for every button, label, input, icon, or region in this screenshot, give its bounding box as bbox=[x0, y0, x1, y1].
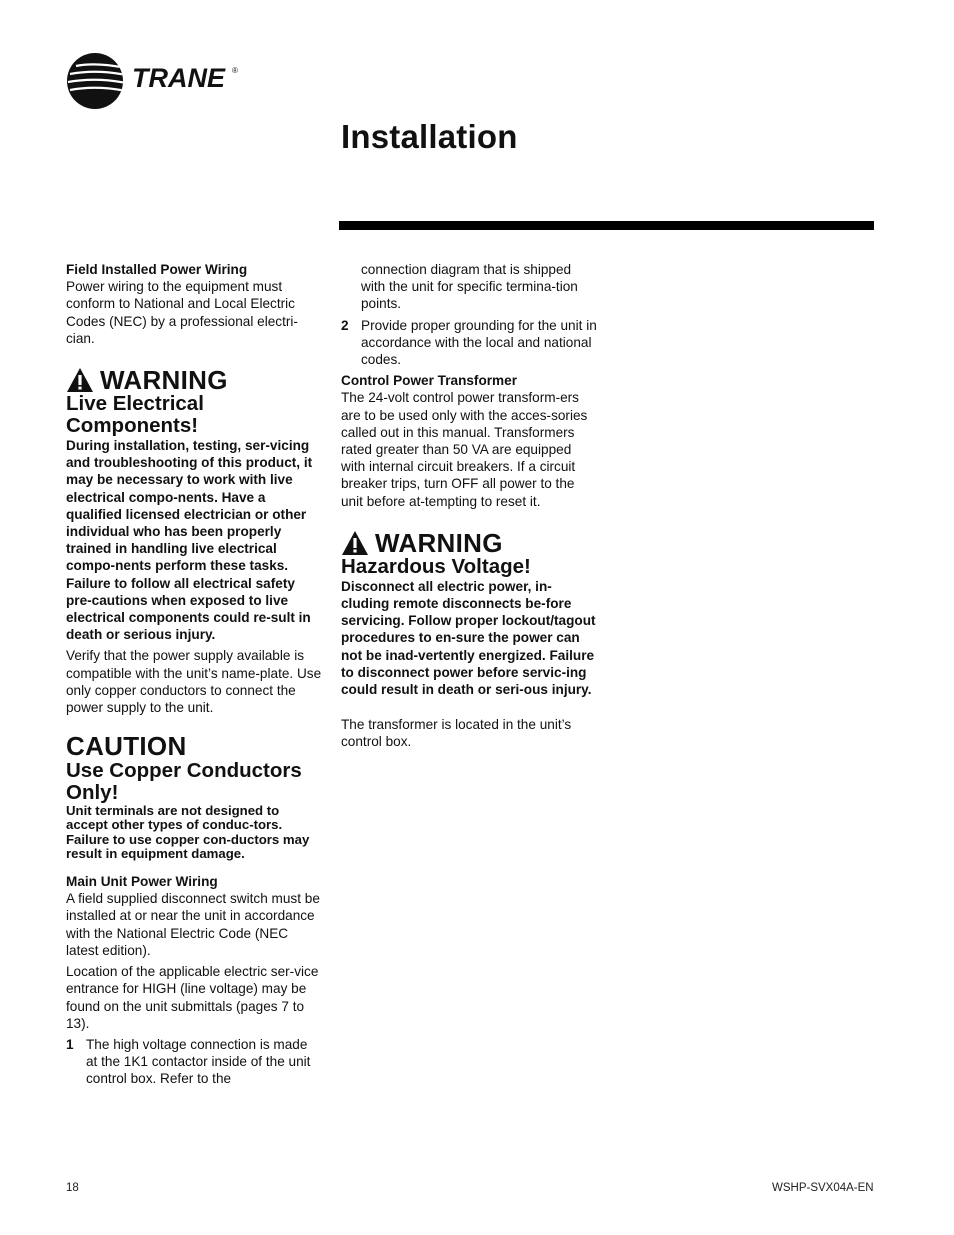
warning-header-1 bbox=[66, 365, 322, 396]
caution-body: Unit terminals are not designed to accept other types of conduc-tors. Failure to use copper con-ductors may result in equipment damage. bbox=[66, 803, 310, 861]
caution-subtitle: Use Copper Conductors Only! bbox=[66, 759, 302, 805]
warning-body: During installation, testing, ser-vicing and troubleshooting of this product, it may be necessary to work with live electrical compo-nents. Have a qualified licensed electrician or other individual who has been properly trained in handling live electrical compo-nents perform these tasks. Failure to follow all electrical safety pre-cautions when exposed to live electrical components could re-sult in death or serious injury. bbox=[66, 438, 313, 643]
logo-wordmark: TRANE bbox=[132, 63, 225, 93]
warning-triangle-icon bbox=[341, 530, 369, 556]
warning-label: WARNING bbox=[100, 365, 228, 396]
list-number: 2 bbox=[341, 317, 349, 333]
warning-subtitle: Hazardous Voltage! bbox=[341, 554, 531, 578]
document-code: WSHP-SVX04A-EN bbox=[772, 1182, 874, 1194]
list-item-2 bbox=[341, 317, 599, 369]
warning-header-2 bbox=[341, 527, 599, 558]
list-item-1 bbox=[66, 1036, 322, 1088]
registered-mark: ® bbox=[232, 66, 238, 75]
warning-triangle-icon bbox=[66, 367, 94, 393]
page-title: Installation bbox=[341, 118, 518, 155]
trane-logo bbox=[66, 52, 266, 112]
field-wiring-heading: Field Installed Power Wiring bbox=[66, 262, 248, 277]
warning-label: WARNING bbox=[375, 527, 503, 558]
location-paragraph: Location of the applicable electric ser-vice entrance for HIGH (line voltage) may be found on the unit submittals (pages 7 to 13). bbox=[66, 964, 319, 1031]
warning-body: Disconnect all electric power, in-cluding remote disconnects be-fore servicing. Follow proper lockout/tagout procedures to en-sure the power can not be inad-vertently energized. Failure to disconnect power before servic-ing could result in death or seri-ous injury. bbox=[341, 578, 596, 698]
page-number: 18 bbox=[66, 1182, 79, 1194]
right-column bbox=[341, 261, 599, 751]
list-item-1-continued: connection diagram that is shipped with the unit for specific termina-tion points. bbox=[361, 262, 578, 312]
warning-subtitle: Live Electrical Components! bbox=[66, 392, 204, 438]
main-wiring-text: A field supplied disconnect switch must be installed at or near the unit in accordance with the National Electric Code (NEC latest edition). bbox=[66, 891, 320, 958]
cpt-text: The 24-volt control power transform-ers are to be used only with the acces-sories called out in this manual. Transformers rated greater than 50 VA are equipped with internal circuit breakers. If a circuit breaker trips, turn OFF all power to the unit before at-tempting to reset it. bbox=[341, 390, 588, 509]
field-wiring-text: Power wiring to the equipment must conform to National and Local Electric Codes (NEC) by a professional electri-cian. bbox=[66, 279, 298, 346]
title-rule bbox=[339, 221, 874, 230]
list-text: Provide proper grounding for the unit in accordance with the local and national codes. bbox=[361, 317, 597, 368]
list-number: 1 bbox=[66, 1036, 74, 1052]
left-column bbox=[66, 261, 322, 1088]
caution-label: CAUTION bbox=[66, 731, 187, 762]
main-wiring-heading: Main Unit Power Wiring bbox=[66, 874, 218, 890]
verify-paragraph: Verify that the power supply available is compatible with the unit’s name-plate. Use only copper conductors to connect the power supply to the unit. bbox=[66, 648, 322, 716]
cpt-heading: Control Power Transformer bbox=[341, 373, 517, 389]
list-text: The high voltage connection is made at the 1K1 contactor inside of the unit control box. Refer to the bbox=[86, 1036, 311, 1087]
transformer-location-text: The transformer is located in the unit’s control box. bbox=[341, 717, 572, 750]
